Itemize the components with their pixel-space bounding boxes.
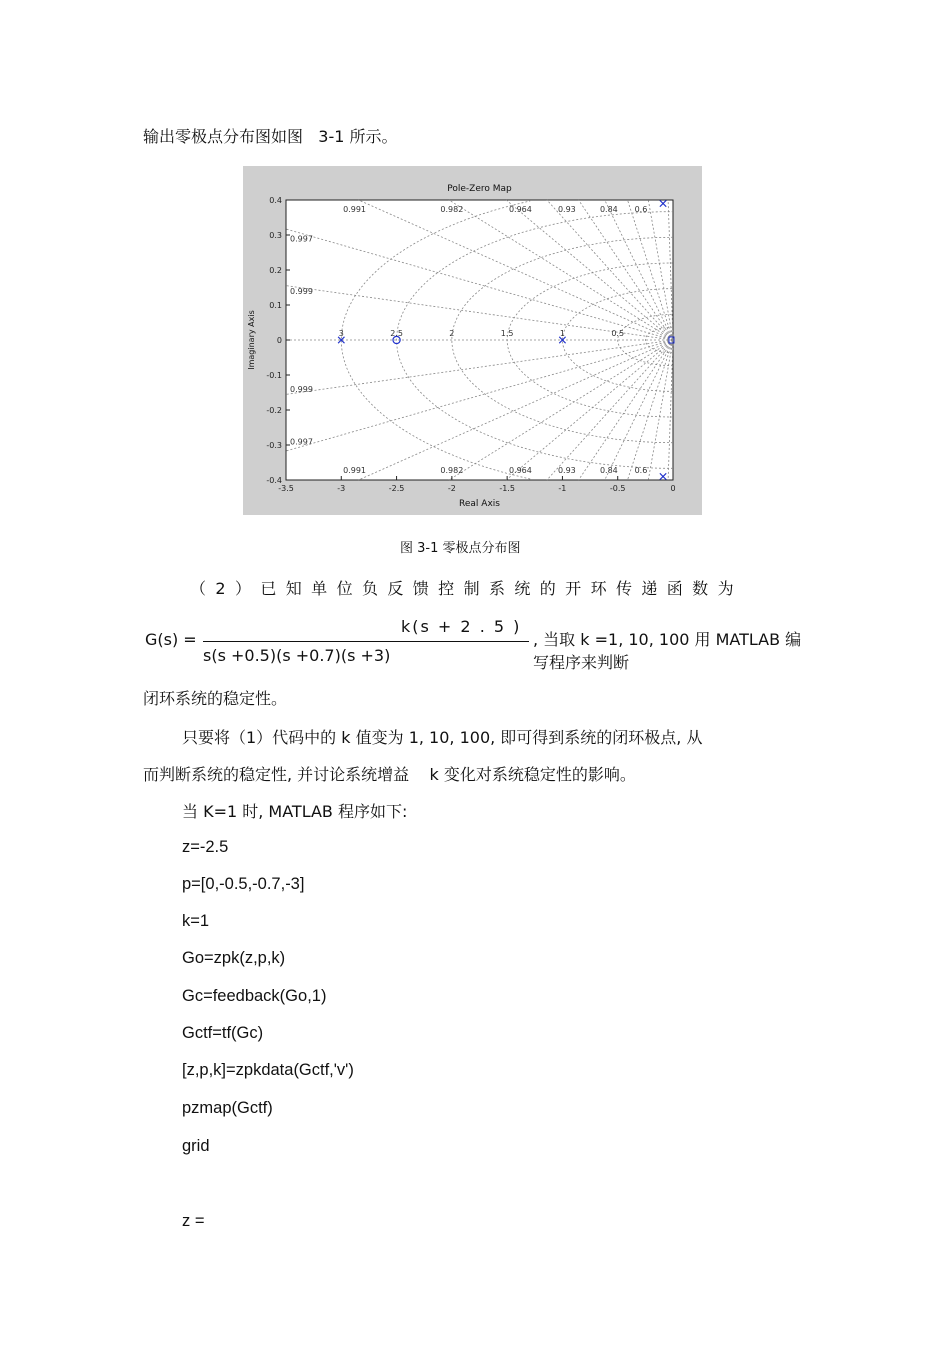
y-tick-label: -0.1 <box>266 371 282 380</box>
y-tick-label: 0 <box>276 336 282 345</box>
damping-label: 0.991 <box>343 466 367 475</box>
y-tick-label: 0.1 <box>269 301 282 310</box>
x-tick-label: -1 <box>558 484 567 493</box>
y-tick-label: 0.2 <box>269 266 282 275</box>
x-tick-label: -0.5 <box>609 484 626 493</box>
frequency-label: 2.5 <box>390 329 403 338</box>
damping-label: 0.93 <box>557 466 576 475</box>
paragraph-line: 只要将（1）代码中的 k 值变为 1, 10, 100, 即可得到系统的闭环极点, 从 <box>182 728 703 747</box>
y-tick-label: -0.4 <box>266 476 282 485</box>
x-tick-label: 0 <box>670 484 676 493</box>
x-tick-label: -1.5 <box>499 484 515 493</box>
frequency-label: 0.5 <box>611 329 625 338</box>
formula-trailing-text: , 当取 k =1, 10, 100 用 MATLAB 编写程序来判断 <box>533 630 802 672</box>
x-axis-label: Real Axis <box>459 499 500 509</box>
y-axis-label: Imaginary Axis <box>247 310 256 370</box>
frequency-label: 1.5 <box>500 329 514 338</box>
pole-zero-chart <box>243 166 702 515</box>
paragraph-line: 而判断系统的稳定性, 并讨论系统增益 k 变化对系统稳定性的影响。 <box>143 765 636 784</box>
figure-caption: 图 3-1 零极点分布图 <box>400 541 521 556</box>
code-line: p=[0,-0.5,-0.7,-3] <box>182 875 305 893</box>
x-tick-label: -2.5 <box>388 484 405 493</box>
damping-label: 0.982 <box>440 466 464 475</box>
y-tick-label: 0.4 <box>269 196 282 205</box>
y-tick-label: 0.3 <box>269 231 282 240</box>
frequency-label: 2 <box>449 329 455 338</box>
paragraph-continuation: 闭环系统的稳定性。 <box>143 689 288 708</box>
damping-label: 0.999 <box>290 287 313 296</box>
code-line: [z,p,k]=zpkdata(Gctf,'v') <box>182 1061 354 1079</box>
formula-numerator: k(s + 2 . 5 ) <box>401 617 522 636</box>
intro-line: 输出零极点分布图如图 3-1 所示。 <box>143 127 398 146</box>
transfer-function-line <box>145 615 805 671</box>
formula-denominator: s(s +0.5)(s +0.7)(s +3) <box>203 646 391 665</box>
damping-label: 0.999 <box>290 385 313 394</box>
damping-label: 0.964 <box>508 205 532 214</box>
chart-title: Pole-Zero Map <box>447 184 512 194</box>
code-line: z = <box>182 1212 205 1230</box>
damping-label: 0.991 <box>343 205 367 214</box>
damping-label: 0.84 <box>599 466 618 475</box>
code-line: k=1 <box>182 912 210 930</box>
y-tick-label: -0.2 <box>266 406 282 415</box>
code-line: pzmap(Gctf) <box>182 1099 273 1117</box>
x-tick-label: -2 <box>447 484 456 493</box>
program-intro: 当 K=1 时, MATLAB 程序如下: <box>182 802 408 821</box>
section-heading: （2）已知单位负反馈控制系统的开环传递函数为 <box>190 579 743 598</box>
frequency-label: 3 <box>338 329 344 338</box>
damping-label: 0.982 <box>440 205 464 214</box>
damping-label: 0.997 <box>290 437 313 447</box>
damping-label: 0.6 <box>634 205 648 214</box>
damping-label: 0.997 <box>290 234 313 244</box>
formula-lhs: G(s) = <box>145 630 197 649</box>
code-line: Gc=feedback(Go,1) <box>182 987 327 1005</box>
damping-label: 0.93 <box>557 205 576 214</box>
damping-label: 0.84 <box>599 205 618 214</box>
x-tick-label: -3 <box>337 484 346 493</box>
damping-label: 0.6 <box>634 466 648 475</box>
frequency-label: 1 <box>559 329 565 338</box>
pole-zero-figure <box>243 166 702 515</box>
y-tick-label: -0.3 <box>266 441 282 450</box>
x-tick-label: -3.5 <box>278 484 294 493</box>
code-line: Go=zpk(z,p,k) <box>182 949 286 967</box>
code-line: grid <box>182 1137 210 1155</box>
code-line: Gctf=tf(Gc) <box>182 1024 264 1042</box>
fraction-bar <box>203 641 529 642</box>
code-line: z=-2.5 <box>182 838 229 856</box>
damping-label: 0.964 <box>508 466 532 475</box>
